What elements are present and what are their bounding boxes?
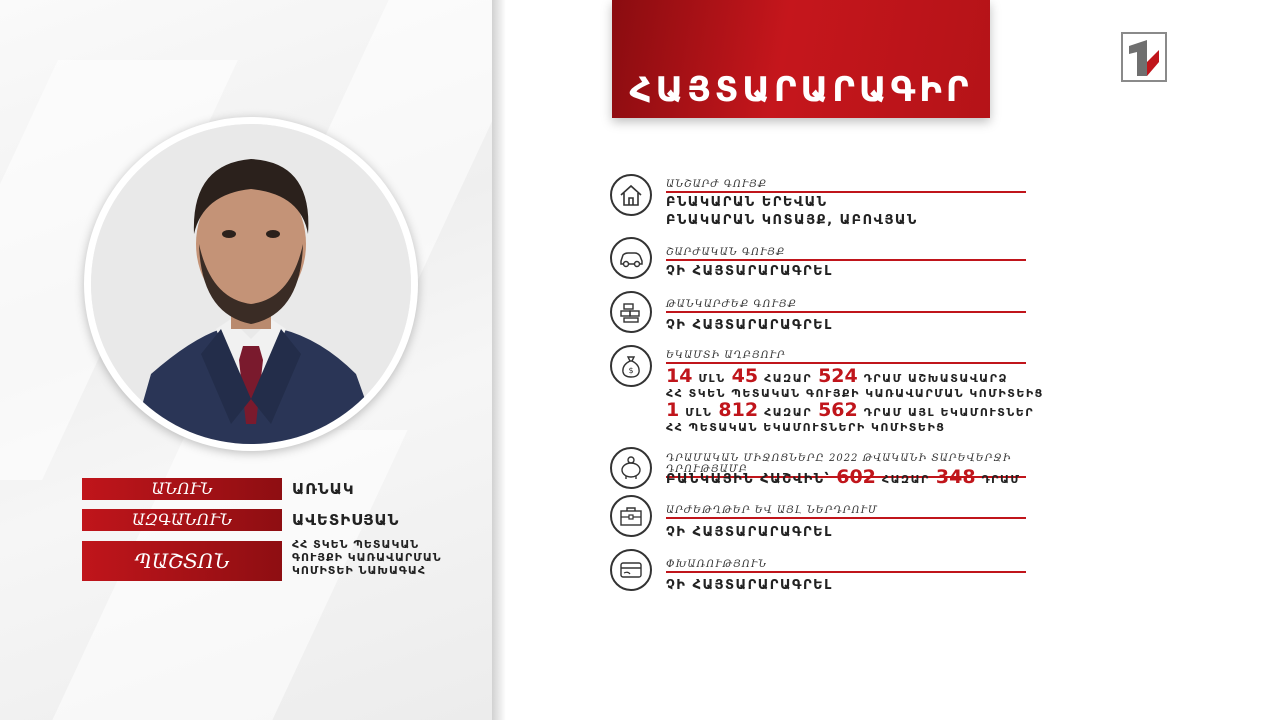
surname-value: ԱՎԵՏԻՍՅԱՆ [292,511,400,529]
vehicles-category: ՇԱՐԺԱԿԱՆ ԳՈՒՅՔ [666,247,1026,261]
cash-item [610,447,1030,493]
income-other-amount [666,399,1035,421]
vehicles-item [610,237,1030,281]
gold-bars-icon [610,291,652,333]
real-estate-line: ԲՆԱԿԱՐԱՆ ԿՈՏԱՅՔ, ԱԲՈՎՅԱՆ [666,213,918,228]
valuables-item [610,291,1030,335]
amount-number: 812 [718,399,759,421]
income-item [610,345,1044,437]
portrait-frame [84,117,418,451]
amount-number: 348 [935,466,976,488]
house-icon [610,174,652,216]
real-estate-category: ԱՆՇԱՐԺ ԳՈՒՅՔ [666,179,1026,193]
amount-tail: ԴՐԱՄ ԱՅԼ ԵԿԱՄՈՒՏՆԵՐ [863,406,1035,419]
position-value [292,538,442,577]
income-other-source: ՀՀ ՊԵՏԱԿԱՆ ԵԿԱՄՈՒՏՆԵՐԻ ԿՈՄԻՏԵԻՑ [666,421,946,434]
real-estate-line: ԲՆԱԿԱՐԱՆ ԵՐԵՎԱՆ [666,195,828,210]
amount-unit: ԴՐԱՄ [981,473,1021,486]
loans-item [610,549,1030,593]
position-label: ՊԱՇՏՈՆ [82,541,282,581]
surname-label: ԱԶԳԱՆՈՒՆ [82,509,282,531]
money-bag-icon [610,345,652,387]
banner-title: ՀԱՅՏԱՐԱՐԱԳԻՐ [629,70,973,110]
position-line: ՀՀ ՏԿԵՆ ՊԵՏԱԿԱՆ [292,538,420,551]
amount-tail: ԴՐԱՄ ԱՇԽԱՏԱՎԱՐՁ [863,372,1008,385]
position-line: ԳՈՒՅՔԻ ԿԱՌԱՎԱՐՄԱՆ [292,551,442,564]
title-banner [612,0,990,118]
income-salary-source: ՀՀ ՏԿԵՆ ՊԵՏԱԿԱՆ ԳՈՒՅՔԻ ԿԱՌԱՎԱՐՄԱՆ ԿՈՄԻՏԵԻՑ [666,387,1044,400]
amount-unit: ՀԱԶԱՐ [764,406,813,419]
amount-unit: ՄԼՆ [685,406,713,419]
securities-category: ԱՐԺԵԹՂԹԵՐ ԵՎ ԱՅԼ ՆԵՐԴՐՈՒՄ [666,505,1026,519]
securities-value: ՉԻ ՀԱՅՏԱՐԱՐԱԳՐԵԼ [666,525,833,540]
income-salary-amount [666,365,1008,387]
valuables-category: ԹԱՆԿԱՐԺԵՔ ԳՈՒՅՔ [666,299,1026,313]
piggy-bank-icon [610,447,652,489]
valuables-value: ՉԻ ՀԱՅՏԱՐԱՐԱԳՐԵԼ [666,318,833,333]
channel-logo [1121,32,1167,82]
real-estate-item [610,174,1030,228]
vehicles-value: ՉԻ ՀԱՅՏԱՐԱՐԱԳՐԵԼ [666,264,833,279]
amount-number: 602 [836,466,876,488]
car-icon [610,237,652,279]
left-panel [0,0,492,720]
amount-unit: ՀԱԶԱՐ [764,372,813,385]
name-value: ԱՌՆԱԿ [292,480,355,498]
loans-category: ՓԽԱՌՈՒԹՅՈՒՆ [666,559,1026,573]
portrait-photo [91,124,411,444]
loans-value: ՉԻ ՀԱՅՏԱՐԱՐԱԳՐԵԼ [666,578,833,593]
panel-divider [492,0,506,720]
amount-number: 524 [818,365,858,387]
amount-unit: ՀԱԶԱՐ [881,473,930,486]
income-category: ԵԿԱՄՏԻ ԱՂԲՅՈՒՐ [666,350,1026,364]
amount-number: 1 [666,399,680,421]
amount-number: 45 [731,365,759,387]
briefcase-icon [610,495,652,537]
securities-item [610,495,1030,539]
amount-unit: ՄԼՆ [698,372,726,385]
position-line: ԿՈՄԻՏԵԻ ՆԱԽԱԳԱՀ [292,564,427,577]
name-label: ԱՆՈՒՆ [82,478,282,500]
credit-card-icon [610,549,652,591]
amount-number: 562 [818,399,858,421]
cash-category: ԴՐԱՄԱԿԱՆ ՄԻՋՈՑՆԵՐԸ 2022 ԹՎԱԿԱՆԻ ՏԱՐԵՎԵՐՋԻ ԴՐՈՒԹՅԱՄԲ [666,453,1026,478]
cash-amount [666,466,1021,488]
svg-text:$: $ [628,366,634,375]
amount-number: 14 [666,365,693,387]
cash-prefix: ԲԱՆԿԱՅԻՆ ՀԱՇՎԻՆ՝ [666,472,831,487]
